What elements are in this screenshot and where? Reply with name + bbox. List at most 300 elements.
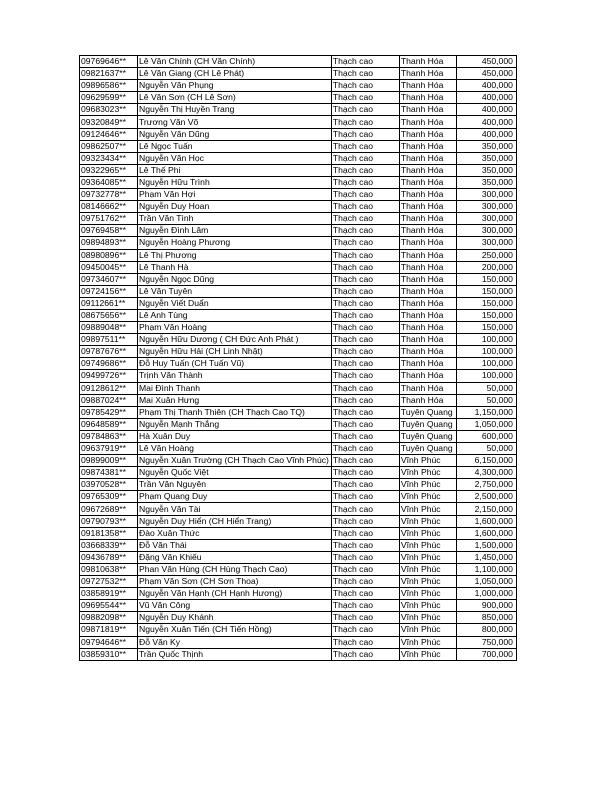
table-row: [80, 140, 517, 152]
region-cell: Thanh Hóa: [399, 152, 456, 164]
table-row: [80, 600, 517, 612]
name-cell: Nguyễn Duy Khánh: [138, 612, 332, 624]
phone-cell: 09648589**: [80, 418, 138, 430]
table-row: [80, 636, 517, 648]
table-row: [80, 455, 517, 467]
product-cell: Thạch cao: [331, 285, 399, 297]
amount-cell: 100,000: [456, 346, 516, 358]
name-cell: Lê Anh Tùng: [138, 309, 332, 321]
phone-cell: 09727532**: [80, 576, 138, 588]
product-cell: Thạch cao: [331, 624, 399, 636]
product-cell: Thạch cao: [331, 443, 399, 455]
table-row: [80, 394, 517, 406]
name-cell: Đỗ Văn Ky: [138, 636, 332, 648]
table-row: [80, 152, 517, 164]
phone-cell: 03668339**: [80, 539, 138, 551]
product-cell: Thạch cao: [331, 479, 399, 491]
region-cell: Thanh Hóa: [399, 370, 456, 382]
region-cell: Tuyên Quang: [399, 443, 456, 455]
region-cell: Vĩnh Phúc: [399, 503, 456, 515]
product-cell: Thạch cao: [331, 503, 399, 515]
phone-cell: 09897511**: [80, 334, 138, 346]
amount-cell: 400,000: [456, 128, 516, 140]
name-cell: Lê Thị Phương: [138, 249, 332, 261]
product-cell: Thạch cao: [331, 600, 399, 612]
table-row: [80, 176, 517, 188]
name-cell: Lê Ngọc Tuấn: [138, 140, 332, 152]
region-cell: Vĩnh Phúc: [399, 624, 456, 636]
name-cell: Trần Văn Nguyên: [138, 479, 332, 491]
phone-cell: 09889048**: [80, 322, 138, 334]
product-cell: Thạch cao: [331, 140, 399, 152]
product-cell: Thạch cao: [331, 249, 399, 261]
product-cell: Thạch cao: [331, 176, 399, 188]
region-cell: Vĩnh Phúc: [399, 600, 456, 612]
amount-cell: 300,000: [456, 213, 516, 225]
phone-cell: 09724156**: [80, 285, 138, 297]
phone-cell: 09683023**: [80, 104, 138, 116]
name-cell: Nguyễn Quốc Việt: [138, 467, 332, 479]
amount-cell: 300,000: [456, 237, 516, 249]
region-cell: Thanh Hóa: [399, 80, 456, 92]
phone-cell: 03970528**: [80, 479, 138, 491]
phone-cell: 09790793**: [80, 515, 138, 527]
name-cell: Lê Văn Chính (CH Văn Chính): [138, 56, 332, 68]
product-cell: Thạch cao: [331, 273, 399, 285]
phone-cell: 09765309**: [80, 491, 138, 503]
product-cell: Thạch cao: [331, 261, 399, 273]
region-cell: Thanh Hóa: [399, 68, 456, 80]
region-cell: Thanh Hóa: [399, 297, 456, 309]
phone-cell: 03859310**: [80, 648, 138, 660]
table-row: [80, 443, 517, 455]
product-cell: Thạch cao: [331, 394, 399, 406]
region-cell: Thanh Hóa: [399, 128, 456, 140]
product-cell: Thạch cao: [331, 539, 399, 551]
product-cell: Thạch cao: [331, 201, 399, 213]
name-cell: Vũ Văn Công: [138, 600, 332, 612]
amount-cell: 50,000: [456, 443, 516, 455]
amount-cell: 50,000: [456, 394, 516, 406]
amount-cell: 350,000: [456, 164, 516, 176]
region-cell: Thanh Hóa: [399, 285, 456, 297]
phone-cell: 09734607**: [80, 273, 138, 285]
amount-cell: 300,000: [456, 201, 516, 213]
table-row: [80, 322, 517, 334]
amount-cell: 150,000: [456, 309, 516, 321]
table-row: [80, 68, 517, 80]
phone-cell: 09364085**: [80, 176, 138, 188]
table-row: [80, 334, 517, 346]
region-cell: Vĩnh Phúc: [399, 455, 456, 467]
amount-cell: 150,000: [456, 322, 516, 334]
region-cell: Tuyên Quang: [399, 418, 456, 430]
amount-cell: 4,300,000: [456, 467, 516, 479]
table-row: [80, 116, 517, 128]
amount-cell: 1,450,000: [456, 551, 516, 563]
region-cell: Thanh Hóa: [399, 358, 456, 370]
name-cell: Nguyễn Văn Tài: [138, 503, 332, 515]
phone-cell: 09629599**: [80, 92, 138, 104]
region-cell: Thanh Hóa: [399, 237, 456, 249]
amount-cell: 100,000: [456, 334, 516, 346]
amount-cell: 300,000: [456, 189, 516, 201]
name-cell: Trịnh Văn Thành: [138, 370, 332, 382]
phone-cell: 09672689**: [80, 503, 138, 515]
product-cell: Thạch cao: [331, 56, 399, 68]
product-cell: Thạch cao: [331, 80, 399, 92]
name-cell: Nguyễn Hữu Trình: [138, 176, 332, 188]
amount-cell: 2,500,000: [456, 491, 516, 503]
region-cell: Vĩnh Phúc: [399, 563, 456, 575]
phone-cell: 09769458**: [80, 225, 138, 237]
data-table: [79, 55, 517, 661]
product-cell: Thạch cao: [331, 225, 399, 237]
product-cell: Thạch cao: [331, 189, 399, 201]
phone-cell: 09874381**: [80, 467, 138, 479]
amount-cell: 300,000: [456, 225, 516, 237]
region-cell: Thanh Hóa: [399, 56, 456, 68]
product-cell: Thạch cao: [331, 563, 399, 575]
phone-cell: 09320849**: [80, 116, 138, 128]
name-cell: Đỗ Văn Thái: [138, 539, 332, 551]
product-cell: Thạch cao: [331, 418, 399, 430]
name-cell: Đỗ Huy Tuấn (CH Tuấn Vũ): [138, 358, 332, 370]
amount-cell: 250,000: [456, 249, 516, 261]
product-cell: Thạch cao: [331, 467, 399, 479]
table-row: [80, 92, 517, 104]
name-cell: Nguyễn Hoàng Phương: [138, 237, 332, 249]
phone-cell: 03858919**: [80, 588, 138, 600]
product-cell: Thạch cao: [331, 636, 399, 648]
region-cell: Thanh Hóa: [399, 382, 456, 394]
region-cell: Tuyên Quang: [399, 406, 456, 418]
phone-cell: 09787676**: [80, 346, 138, 358]
table-row: [80, 261, 517, 273]
phone-cell: 09112661**: [80, 297, 138, 309]
table-row: [80, 56, 517, 68]
phone-cell: 09882098**: [80, 612, 138, 624]
name-cell: Trần Văn Tình: [138, 213, 332, 225]
name-cell: Trần Quốc Thịnh: [138, 648, 332, 660]
region-cell: Vĩnh Phúc: [399, 551, 456, 563]
amount-cell: 1,150,000: [456, 406, 516, 418]
region-cell: Thanh Hóa: [399, 140, 456, 152]
phone-cell: 09894893**: [80, 237, 138, 249]
region-cell: Thanh Hóa: [399, 249, 456, 261]
name-cell: Hà Xuân Duy: [138, 430, 332, 442]
product-cell: Thạch cao: [331, 527, 399, 539]
amount-cell: 200,000: [456, 261, 516, 273]
region-cell: Vĩnh Phúc: [399, 612, 456, 624]
name-cell: Nguyễn Văn Phụng: [138, 80, 332, 92]
name-cell: Lê Văn Sơn (CH Lê Sơn): [138, 92, 332, 104]
product-cell: Thạch cao: [331, 128, 399, 140]
product-cell: Thạch cao: [331, 92, 399, 104]
phone-cell: 09784863**: [80, 430, 138, 442]
name-cell: Nguyễn Văn Hạnh (CH Hạnh Hương): [138, 588, 332, 600]
table-row: [80, 382, 517, 394]
product-cell: Thạch cao: [331, 491, 399, 503]
amount-cell: 400,000: [456, 92, 516, 104]
region-cell: Tuyên Quang: [399, 430, 456, 442]
amount-cell: 350,000: [456, 152, 516, 164]
table-row: [80, 225, 517, 237]
product-cell: Thạch cao: [331, 104, 399, 116]
region-cell: Thanh Hóa: [399, 273, 456, 285]
region-cell: Vĩnh Phúc: [399, 588, 456, 600]
product-cell: Thạch cao: [331, 370, 399, 382]
name-cell: Trương Văn Võ: [138, 116, 332, 128]
region-cell: Thanh Hóa: [399, 213, 456, 225]
region-cell: Vĩnh Phúc: [399, 527, 456, 539]
name-cell: Phạm Văn Hoàng: [138, 322, 332, 334]
phone-cell: 09436789**: [80, 551, 138, 563]
phone-cell: 09499726**: [80, 370, 138, 382]
table-row: [80, 406, 517, 418]
name-cell: Lê Văn Hoàng: [138, 443, 332, 455]
region-cell: Vĩnh Phúc: [399, 648, 456, 660]
amount-cell: 400,000: [456, 80, 516, 92]
phone-cell: 09785429**: [80, 406, 138, 418]
region-cell: Vĩnh Phúc: [399, 467, 456, 479]
product-cell: Thạch cao: [331, 152, 399, 164]
table-row: [80, 503, 517, 515]
amount-cell: 100,000: [456, 358, 516, 370]
phone-cell: 09751762**: [80, 213, 138, 225]
phone-cell: 09323434**: [80, 152, 138, 164]
table-row: [80, 164, 517, 176]
product-cell: Thạch cao: [331, 612, 399, 624]
region-cell: Vĩnh Phúc: [399, 515, 456, 527]
table-row: [80, 213, 517, 225]
phone-cell: 09769646**: [80, 56, 138, 68]
region-cell: Vĩnh Phúc: [399, 479, 456, 491]
amount-cell: 350,000: [456, 176, 516, 188]
amount-cell: 1,100,000: [456, 563, 516, 575]
name-cell: Nguyễn Hữu Dương ( CH Đức Anh Phát ): [138, 334, 332, 346]
region-cell: Vĩnh Phúc: [399, 491, 456, 503]
product-cell: Thạch cao: [331, 406, 399, 418]
amount-cell: 450,000: [456, 56, 516, 68]
name-cell: Đào Xuân Thức: [138, 527, 332, 539]
phone-cell: 09637919**: [80, 443, 138, 455]
amount-cell: 750,000: [456, 636, 516, 648]
phone-cell: 08146662**: [80, 201, 138, 213]
name-cell: Nguyễn Viết Duẩn: [138, 297, 332, 309]
region-cell: Thanh Hóa: [399, 309, 456, 321]
amount-cell: 1,000,000: [456, 588, 516, 600]
product-cell: Thạch cao: [331, 382, 399, 394]
amount-cell: 1,600,000: [456, 515, 516, 527]
region-cell: Vĩnh Phúc: [399, 539, 456, 551]
amount-cell: 400,000: [456, 116, 516, 128]
region-cell: Thanh Hóa: [399, 176, 456, 188]
table-body: [80, 56, 517, 661]
product-cell: Thạch cao: [331, 334, 399, 346]
product-cell: Thạch cao: [331, 164, 399, 176]
amount-cell: 1,050,000: [456, 418, 516, 430]
amount-cell: 400,000: [456, 104, 516, 116]
table-row: [80, 479, 517, 491]
region-cell: Thanh Hóa: [399, 104, 456, 116]
name-cell: Nguyễn Đình Lâm: [138, 225, 332, 237]
table-row: [80, 612, 517, 624]
name-cell: Nguyễn Hữu Hải (CH Linh Nhật): [138, 346, 332, 358]
phone-cell: 09124646**: [80, 128, 138, 140]
table-row: [80, 576, 517, 588]
name-cell: Mai Đình Thanh: [138, 382, 332, 394]
product-cell: Thạch cao: [331, 588, 399, 600]
table-row: [80, 297, 517, 309]
amount-cell: 1,500,000: [456, 539, 516, 551]
name-cell: Nguyễn Văn Dũng: [138, 128, 332, 140]
phone-cell: 09887024**: [80, 394, 138, 406]
amount-cell: 600,000: [456, 430, 516, 442]
phone-cell: 09899009**: [80, 455, 138, 467]
table-row: [80, 563, 517, 575]
table-row: [80, 237, 517, 249]
product-cell: Thạch cao: [331, 68, 399, 80]
region-cell: Thanh Hóa: [399, 116, 456, 128]
name-cell: Nguyễn Văn Học: [138, 152, 332, 164]
product-cell: Thạch cao: [331, 515, 399, 527]
region-cell: Thanh Hóa: [399, 261, 456, 273]
product-cell: Thạch cao: [331, 551, 399, 563]
table-row: [80, 358, 517, 370]
product-cell: Thạch cao: [331, 455, 399, 467]
product-cell: Thạch cao: [331, 297, 399, 309]
name-cell: Phan Văn Hùng (CH Hùng Thạch Cao): [138, 563, 332, 575]
phone-cell: 09732778**: [80, 189, 138, 201]
amount-cell: 350,000: [456, 140, 516, 152]
product-cell: Thạch cao: [331, 358, 399, 370]
amount-cell: 100,000: [456, 370, 516, 382]
table-row: [80, 539, 517, 551]
product-cell: Thạch cao: [331, 213, 399, 225]
table-row: [80, 648, 517, 660]
name-cell: Nguyễn Xuân Tiến (CH Tiến Hồng): [138, 624, 332, 636]
amount-cell: 150,000: [456, 273, 516, 285]
table-row: [80, 624, 517, 636]
name-cell: Lê Thế Phi: [138, 164, 332, 176]
name-cell: Lê Thanh Hà: [138, 261, 332, 273]
table-row: [80, 346, 517, 358]
region-cell: Thanh Hóa: [399, 334, 456, 346]
region-cell: Thanh Hóa: [399, 201, 456, 213]
table-row: [80, 309, 517, 321]
table-row: [80, 104, 517, 116]
name-cell: Nguyễn Xuân Trường (CH Thạch Cao Vĩnh Phúc): [138, 455, 332, 467]
table-row: [80, 80, 517, 92]
phone-cell: 09128612**: [80, 382, 138, 394]
phone-cell: 09871819**: [80, 624, 138, 636]
table-row: [80, 467, 517, 479]
table-row: [80, 273, 517, 285]
table-row: [80, 189, 517, 201]
name-cell: Phạm Văn Hợi: [138, 189, 332, 201]
table-row: [80, 491, 517, 503]
table-row: [80, 128, 517, 140]
amount-cell: 450,000: [456, 68, 516, 80]
table-row: [80, 370, 517, 382]
amount-cell: 50,000: [456, 382, 516, 394]
region-cell: Thanh Hóa: [399, 189, 456, 201]
amount-cell: 2,750,000: [456, 479, 516, 491]
name-cell: Phạm Quang Duy: [138, 491, 332, 503]
phone-cell: 08675656**: [80, 309, 138, 321]
phone-cell: 09322965**: [80, 164, 138, 176]
amount-cell: 850,000: [456, 612, 516, 624]
region-cell: Thanh Hóa: [399, 225, 456, 237]
table-row: [80, 551, 517, 563]
amount-cell: 150,000: [456, 285, 516, 297]
amount-cell: 700,000: [456, 648, 516, 660]
amount-cell: 6,150,000: [456, 455, 516, 467]
table-row: [80, 285, 517, 297]
amount-cell: 2,150,000: [456, 503, 516, 515]
phone-cell: 09695544**: [80, 600, 138, 612]
region-cell: Thanh Hóa: [399, 92, 456, 104]
amount-cell: 900,000: [456, 600, 516, 612]
table-row: [80, 201, 517, 213]
region-cell: Thanh Hóa: [399, 346, 456, 358]
name-cell: Nguyễn Duy Hiển (CH Hiển Trang): [138, 515, 332, 527]
product-cell: Thạch cao: [331, 576, 399, 588]
product-cell: Thạch cao: [331, 116, 399, 128]
name-cell: Phạm Văn Sơn (CH Sơn Thoa): [138, 576, 332, 588]
phone-cell: 09794646**: [80, 636, 138, 648]
amount-cell: 1,600,000: [456, 527, 516, 539]
name-cell: Lê Văn Giang (CH Lê Phát): [138, 68, 332, 80]
name-cell: Phạm Thị Thanh Thiên (CH Thạch Cao TQ): [138, 406, 332, 418]
table-row: [80, 515, 517, 527]
name-cell: Mai Xuân Hưng: [138, 394, 332, 406]
product-cell: Thạch cao: [331, 237, 399, 249]
name-cell: Nguyễn Duy Hoan: [138, 201, 332, 213]
phone-cell: 09896586**: [80, 80, 138, 92]
amount-cell: 150,000: [456, 297, 516, 309]
name-cell: Nguyễn Mạnh Thắng: [138, 418, 332, 430]
name-cell: Lê Văn Tuyên: [138, 285, 332, 297]
product-cell: Thạch cao: [331, 648, 399, 660]
product-cell: Thạch cao: [331, 322, 399, 334]
product-cell: Thạch cao: [331, 430, 399, 442]
amount-cell: 800,000: [456, 624, 516, 636]
phone-cell: 08980896**: [80, 249, 138, 261]
amount-cell: 1,050,000: [456, 576, 516, 588]
phone-cell: 09181358**: [80, 527, 138, 539]
phone-cell: 09862507**: [80, 140, 138, 152]
name-cell: Nguyễn Ngọc Dũng: [138, 273, 332, 285]
table-row: [80, 418, 517, 430]
name-cell: Đặng Văn Khiếu: [138, 551, 332, 563]
phone-cell: 09749686**: [80, 358, 138, 370]
region-cell: Thanh Hóa: [399, 322, 456, 334]
table-row: [80, 527, 517, 539]
region-cell: Vĩnh Phúc: [399, 636, 456, 648]
product-cell: Thạch cao: [331, 309, 399, 321]
table-row: [80, 430, 517, 442]
region-cell: Thanh Hóa: [399, 164, 456, 176]
region-cell: Thanh Hóa: [399, 394, 456, 406]
product-cell: Thạch cao: [331, 346, 399, 358]
table-row: [80, 588, 517, 600]
name-cell: Nguyễn Thị Huyền Trang: [138, 104, 332, 116]
region-cell: Vĩnh Phúc: [399, 576, 456, 588]
phone-cell: 09821637**: [80, 68, 138, 80]
phone-cell: 09450045**: [80, 261, 138, 273]
